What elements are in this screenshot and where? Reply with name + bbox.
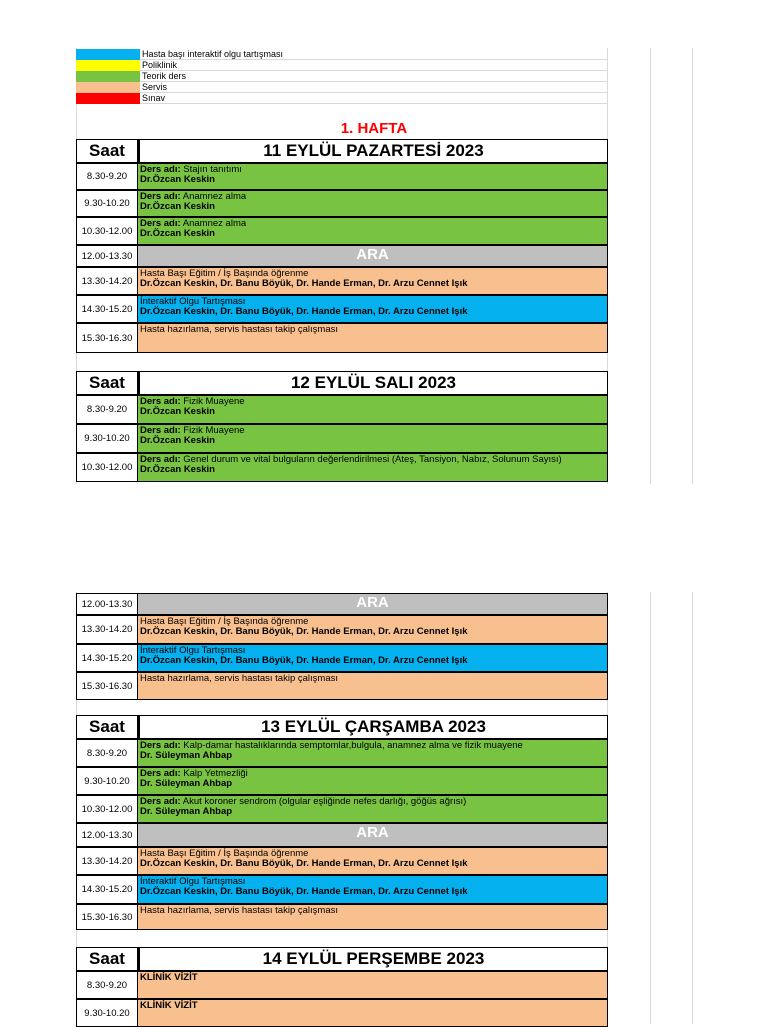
lesson-cell: Hasta hazırlama, servis hastası takip çalışması [138, 672, 608, 700]
schedule-row [76, 163, 608, 190]
saat-header: Saat [76, 139, 138, 163]
break-cell: ARA [138, 245, 608, 267]
day-header [76, 715, 608, 739]
legend-swatch [76, 60, 140, 71]
legend-item [76, 49, 608, 60]
lesson-cell: Hasta Başı Eğitim / İş Başında öğrenme Dr.Özcan Keskin, Dr. Banu Böyük, Dr. Hande Erman, Dr. Arzu Cennet Işık [138, 267, 608, 295]
lesson-cell: Hasta Başı Eğitim / İş Başında öğrenme Dr.Özcan Keskin, Dr. Banu Böyük, Dr. Hande Erman, Dr. Arzu Cennet Işık [138, 847, 608, 875]
lesson-cell: KLİNİK VİZİT [138, 971, 608, 999]
time-cell: 15.30-16.30 [76, 904, 138, 930]
legend-label: Poliklinik [140, 60, 608, 71]
lesson-cell: İnteraktif Olgu Tartışması Dr.Özcan Keskin, Dr. Banu Böyük, Dr. Hande Erman, Dr. Arzu Cennet Işık [138, 295, 608, 323]
schedule-row [76, 767, 608, 795]
schedule-row [76, 245, 608, 267]
legend-label: Servis [140, 82, 608, 93]
time-cell: 10.30-12.00 [76, 217, 138, 245]
time-cell: 12.00-13.30 [76, 593, 138, 615]
schedule-row [76, 795, 608, 823]
schedule-row [76, 739, 608, 767]
time-cell: 14.30-15.20 [76, 875, 138, 904]
schedule-row [76, 395, 608, 424]
time-cell: 8.30-9.20 [76, 163, 138, 190]
schedule-row [76, 593, 608, 615]
schedule-row [76, 217, 608, 245]
time-cell: 15.30-16.30 [76, 672, 138, 700]
lesson-cell: Ders adı: Fizik Muayene Dr.Özcan Keskin [138, 395, 608, 424]
break-cell: ARA [138, 593, 608, 615]
time-cell: 13.30-14.20 [76, 615, 138, 644]
schedule-row [76, 999, 608, 1027]
schedule-row [76, 823, 608, 847]
day-header [76, 139, 608, 163]
time-cell: 15.30-16.30 [76, 323, 138, 353]
schedule-row [76, 453, 608, 482]
lesson-cell: İnteraktif Olgu Tartışması Dr.Özcan Keskin, Dr. Banu Böyük, Dr. Hande Erman, Dr. Arzu Cennet Işık [138, 875, 608, 904]
schedule-row [76, 615, 608, 644]
time-cell: 9.30-10.20 [76, 767, 138, 795]
schedule-row [76, 644, 608, 672]
time-cell: 13.30-14.20 [76, 267, 138, 295]
day-title: 11 EYLÜL PAZARTESİ 2023 [138, 139, 608, 163]
lesson-cell: Ders adı: Anamnez alma Dr.Özcan Keskin [138, 217, 608, 245]
legend-label: Sınav [140, 93, 608, 104]
legend-swatch [76, 93, 140, 104]
lesson-cell: Ders adı: Stajın tanıtımı Dr.Özcan Keskin [138, 163, 608, 190]
time-cell: 9.30-10.20 [76, 999, 138, 1027]
schedule-row [76, 424, 608, 453]
lesson-cell: Ders adı: Fizik Muayene Dr.Özcan Keskin [138, 424, 608, 453]
schedule-row [76, 672, 608, 700]
lesson-cell: Ders adı: Kalp Yetmezliği Dr. Süleyman Ahbap [138, 767, 608, 795]
saat-header: Saat [76, 947, 138, 971]
day-header [76, 947, 608, 971]
week-title: 1. HAFTA [340, 120, 408, 137]
lesson-cell: Ders adı: Genel durum ve vital bulguların değerlendirilmesi (Ateş, Tansiyon, Nabız, Solunum Sayısı) Dr.Özcan Keskin [138, 453, 608, 482]
lesson-cell: KLİNİK VİZİT [138, 999, 608, 1027]
schedule-row [76, 847, 608, 875]
schedule-row [76, 267, 608, 295]
lesson-cell: İnteraktif Olgu Tartışması Dr.Özcan Keskin, Dr. Banu Böyük, Dr. Hande Erman, Dr. Arzu Cennet Işık [138, 644, 608, 672]
time-cell: 8.30-9.20 [76, 739, 138, 767]
schedule-row [76, 190, 608, 217]
break-cell: ARA [138, 823, 608, 847]
legend-item [76, 82, 608, 93]
time-cell: 12.00-13.30 [76, 245, 138, 267]
lesson-cell: Ders adı: Akut koroner sendrom (olgular eşliğinde nefes darlığı, göğüs ağrısı) Dr. Süleyman Ahbap [138, 795, 608, 823]
schedule-row [76, 323, 608, 353]
time-cell: 8.30-9.20 [76, 395, 138, 424]
day-title: 12 EYLÜL SALI 2023 [138, 371, 608, 395]
time-cell: 10.30-12.00 [76, 795, 138, 823]
saat-header: Saat [76, 371, 138, 395]
legend-swatch [76, 49, 140, 60]
legend-label: Teorik ders [140, 71, 608, 82]
legend-item [76, 71, 608, 82]
day-header [76, 371, 608, 395]
time-cell: 9.30-10.20 [76, 190, 138, 217]
legend-label: Hasta başı interaktif olgu tartışması [140, 49, 608, 60]
time-cell: 14.30-15.20 [76, 644, 138, 672]
saat-header: Saat [76, 715, 138, 739]
legend-swatch [76, 82, 140, 93]
day-title: 13 EYLÜL ÇARŞAMBA 2023 [138, 715, 608, 739]
legend-item [76, 93, 608, 104]
time-cell: 9.30-10.20 [76, 424, 138, 453]
time-cell: 13.30-14.20 [76, 847, 138, 875]
lesson-cell: Ders adı: Anamnez alma Dr.Özcan Keskin [138, 190, 608, 217]
lesson-cell: Hasta hazırlama, servis hastası takip çalışması [138, 323, 608, 353]
time-cell: 10.30-12.00 [76, 453, 138, 482]
schedule-row [76, 904, 608, 930]
lesson-cell: Hasta hazırlama, servis hastası takip çalışması [138, 904, 608, 930]
time-cell: 12.00-13.30 [76, 823, 138, 847]
legend-item [76, 60, 608, 71]
lesson-cell: Hasta Başı Eğitim / İş Başında öğrenme Dr.Özcan Keskin, Dr. Banu Böyük, Dr. Hande Erman, Dr. Arzu Cennet Işık [138, 615, 608, 644]
schedule-row [76, 295, 608, 323]
day-title: 14 EYLÜL PERŞEMBE 2023 [138, 947, 608, 971]
schedule-row [76, 971, 608, 999]
schedule-row [76, 875, 608, 904]
time-cell: 8.30-9.20 [76, 971, 138, 999]
legend-swatch [76, 71, 140, 82]
time-cell: 14.30-15.20 [76, 295, 138, 323]
lesson-cell: Ders adı: Kalp-damar hastalıklarında semptomlar,bulgula, anamnez alma ve fizik muayene Dr. Süleyman Ahbap [138, 739, 608, 767]
